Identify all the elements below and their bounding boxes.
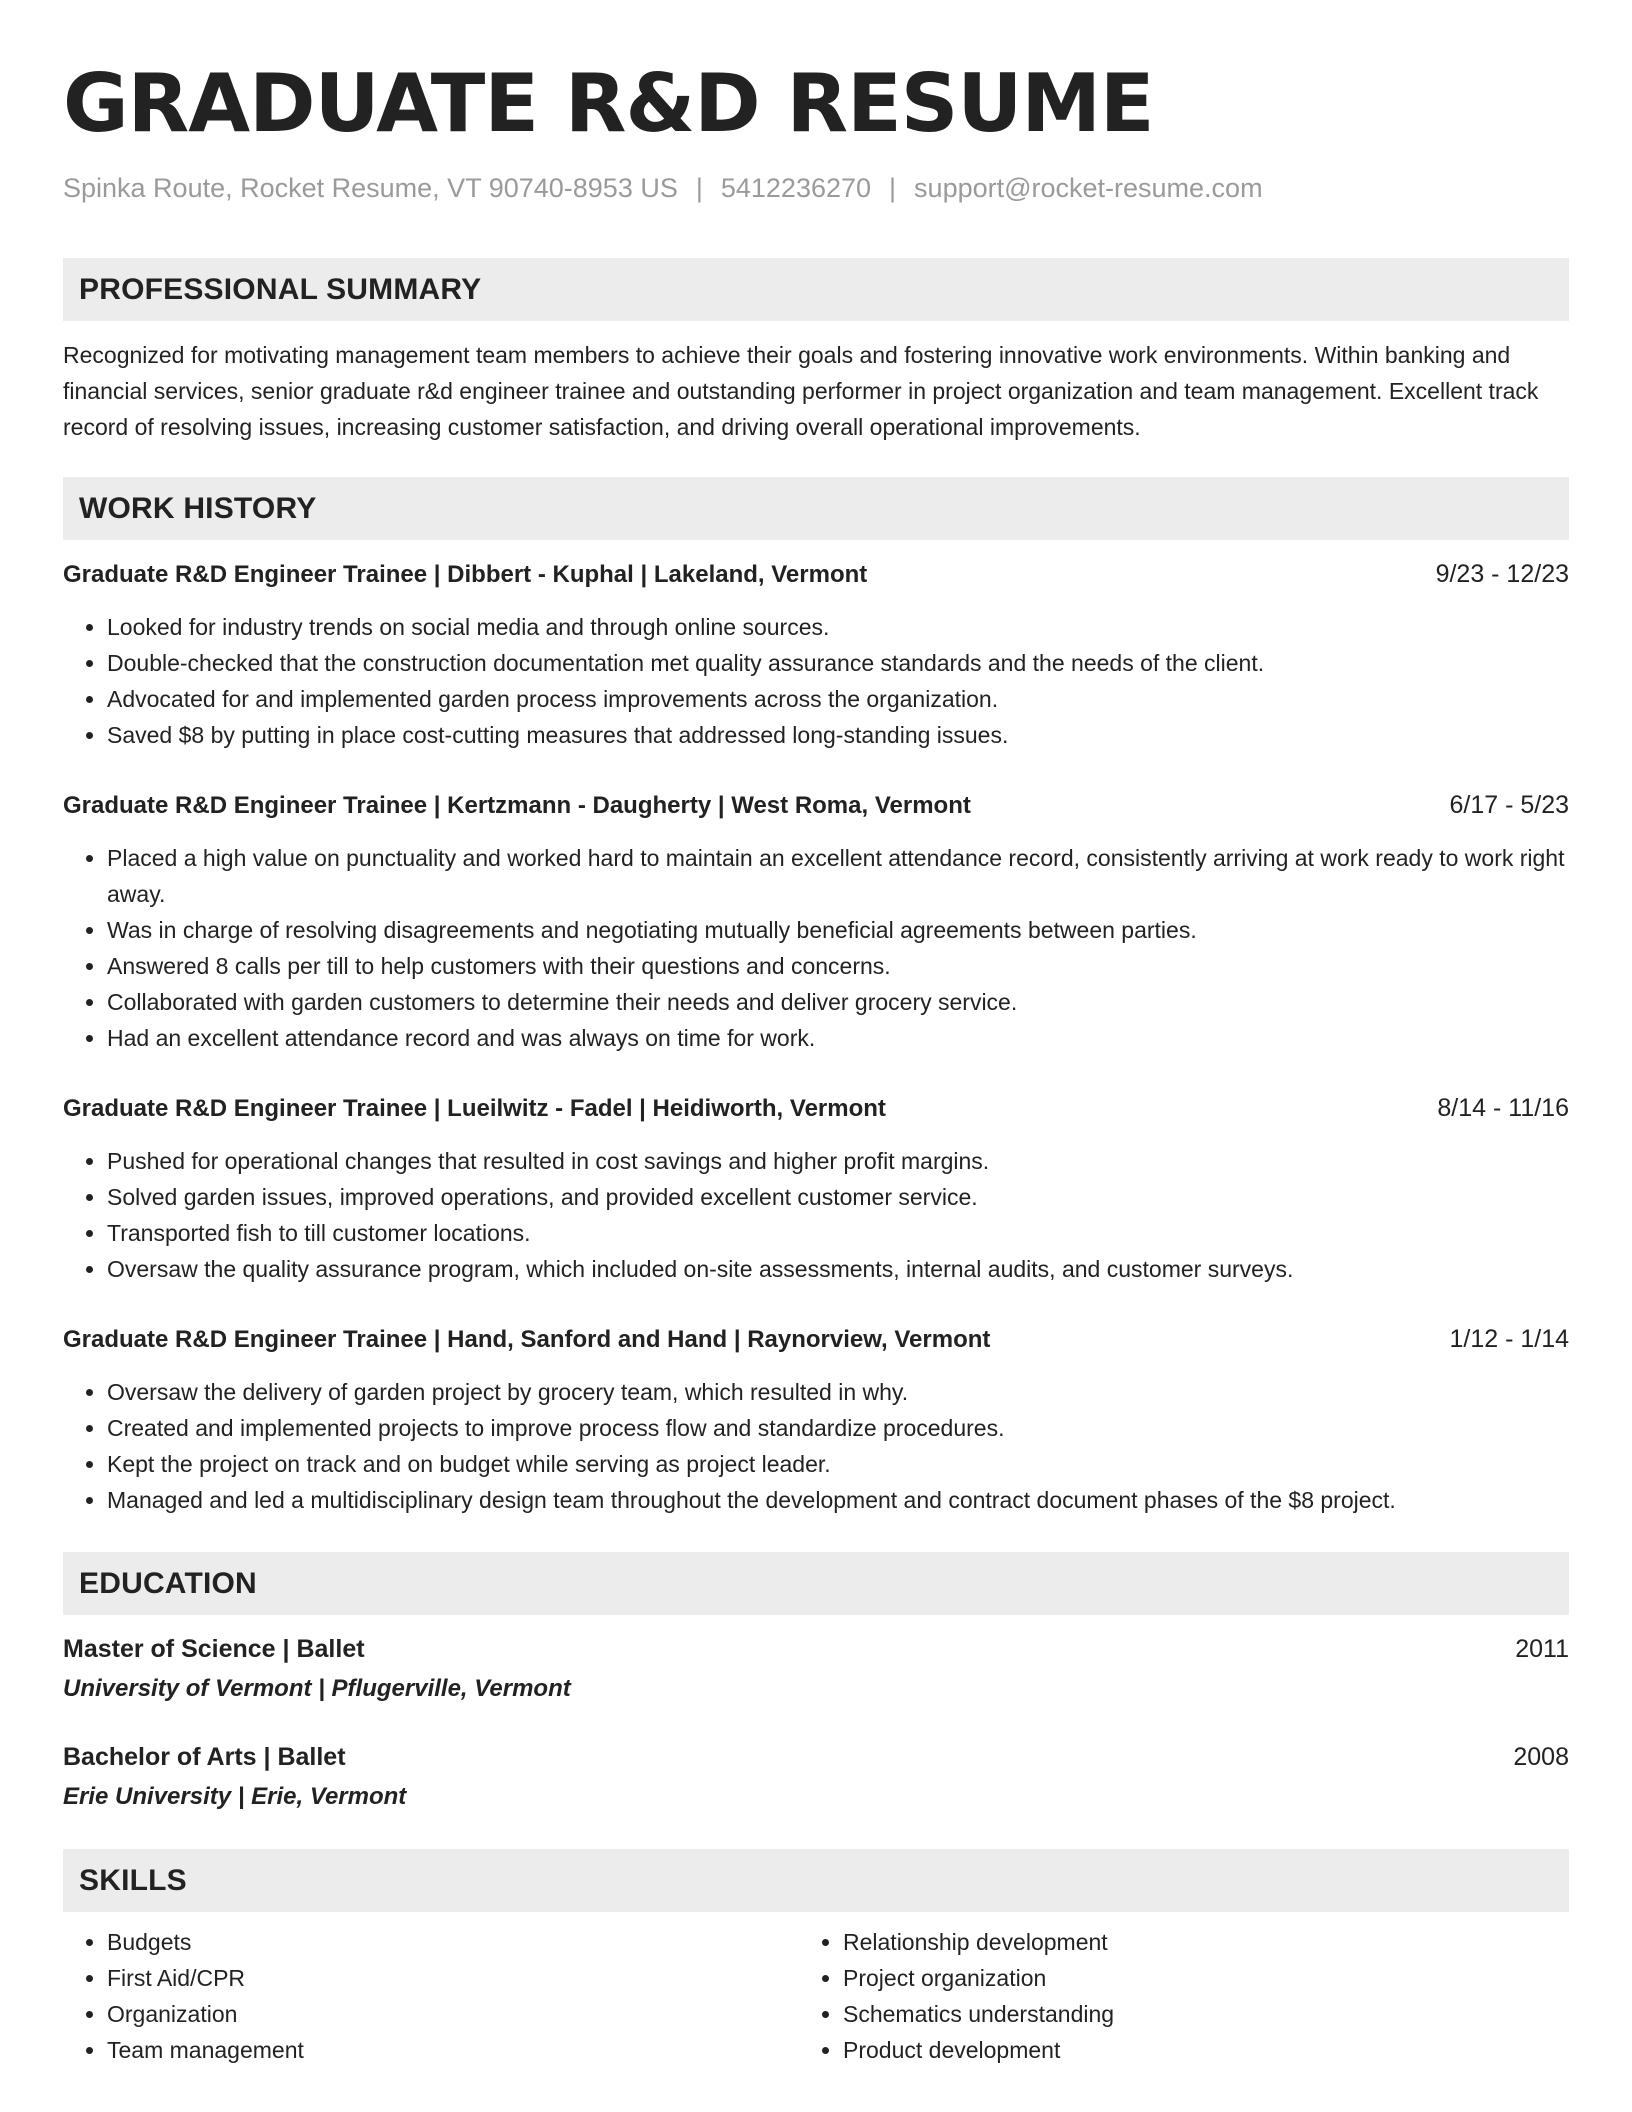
job-title: Graduate R&D Engineer Trainee | Kertzmann - Daugherty | West Roma, Vermont xyxy=(63,792,971,819)
job-bullet: • Placed a high value on punctuality and worked hard to maintain an excellent attendance record, consistently arriving at work ready to work right away. xyxy=(107,840,1569,912)
job-bullet: • Looked for industry trends on social media and through online sources. xyxy=(107,609,1569,645)
job-bullet: • Transported fish to till customer locations. xyxy=(107,1215,1569,1251)
job-dates: 6/17 - 5/23 xyxy=(1449,791,1569,819)
job-bullet-list xyxy=(63,609,1569,753)
job-title: Graduate R&D Engineer Trainee | Hand, Sanford and Hand | Raynorview, Vermont xyxy=(63,1326,991,1353)
skills-list-right xyxy=(799,1924,1535,2068)
job-title: Graduate R&D Engineer Trainee | Dibbert - Kuphal | Lakeland, Vermont xyxy=(63,561,868,588)
job-title: Graduate R&D Engineer Trainee | Lueilwitz - Fadel | Heidiworth, Vermont xyxy=(63,1095,886,1122)
skill-item: • Product development xyxy=(843,2032,1535,2068)
degree-title: Bachelor of Arts | Ballet xyxy=(63,1743,346,1771)
job-bullet: • Collaborated with garden customers to determine their needs and deliver grocery service. xyxy=(107,984,1569,1020)
job-bullet: • Oversaw the quality assurance program, which included on-site assessments, internal audits, and customer surveys. xyxy=(107,1251,1569,1287)
job-entry xyxy=(63,1092,1569,1287)
email-link[interactable]: support@rocket-resume.com xyxy=(914,173,1263,203)
contact-separator: | xyxy=(889,173,897,203)
job-bullet-list xyxy=(63,1143,1569,1287)
job-bullet: • Answered 8 calls per till to help customers with their questions and concerns. xyxy=(107,948,1569,984)
skill-item: • Relationship development xyxy=(843,1924,1535,1960)
job-bullet: • Solved garden issues, improved operations, and provided excellent customer service. xyxy=(107,1179,1569,1215)
job-bullet: • Pushed for operational changes that resulted in cost savings and higher profit margins. xyxy=(107,1143,1569,1179)
job-dates: 8/14 - 11/16 xyxy=(1437,1094,1569,1122)
work-history-section-heading: WORK HISTORY xyxy=(63,477,1569,540)
job-bullet: • Created and implemented projects to improve process flow and standardize procedures. xyxy=(107,1410,1569,1446)
degree-title: Master of Science | Ballet xyxy=(63,1635,365,1663)
job-bullet: • Managed and led a multidisciplinary design team throughout the development and contract document phases of the $8 project. xyxy=(107,1482,1569,1518)
job-dates: 9/23 - 12/23 xyxy=(1435,560,1569,588)
resume-title: GRADUATE R&D RESUME xyxy=(63,57,1154,150)
contact-line xyxy=(63,170,1569,206)
graduation-year: 2011 xyxy=(1515,1635,1569,1663)
job-bullet: • Had an excellent attendance record and was always on time for work. xyxy=(107,1020,1569,1056)
skill-item: • Budgets xyxy=(107,1924,799,1960)
summary-text: Recognized for motivating management team members to achieve their goals and fostering innovative work environments. Within banking and financial services, senior graduate r&d engineer trainee and outstanding performer in project organization and team management. Excellent track record of resolving issues, increasing customer satisfaction, and driving overall operational improvements. xyxy=(63,342,1539,440)
school-name: Erie University | Erie, Vermont xyxy=(63,1783,407,1810)
skills-list-left xyxy=(63,1924,799,2068)
skill-item: • First Aid/CPR xyxy=(107,1960,799,1996)
skill-item: • Project organization xyxy=(843,1960,1535,1996)
education-entry xyxy=(63,1741,1569,1813)
phone-text: 5412236270 xyxy=(720,173,872,203)
education-entry xyxy=(63,1633,1569,1705)
job-bullet-list xyxy=(63,840,1569,1056)
education-section-heading: EDUCATION xyxy=(63,1552,1569,1615)
skill-item: • Schematics understanding xyxy=(843,1996,1535,2032)
skill-item: • Team management xyxy=(107,2032,799,2068)
address-text: Spinka Route, Rocket Resume, VT 90740-8953 US xyxy=(63,173,678,203)
job-bullet: • Advocated for and implemented garden process improvements across the organization. xyxy=(107,681,1569,717)
job-bullet: • Kept the project on track and on budget while serving as project leader. xyxy=(107,1446,1569,1482)
skill-item: • Organization xyxy=(107,1996,799,2032)
job-bullet: • Was in charge of resolving disagreements and negotiating mutually beneficial agreements between parties. xyxy=(107,912,1569,948)
job-bullet-list xyxy=(63,1374,1569,1518)
job-bullet: • Oversaw the delivery of garden project by grocery team, which resulted in why. xyxy=(107,1374,1569,1410)
job-dates: 1/12 - 1/14 xyxy=(1449,1325,1569,1353)
job-entry xyxy=(63,558,1569,753)
school-name: University of Vermont | Pflugerville, Vermont xyxy=(63,1675,571,1702)
contact-separator: | xyxy=(695,173,703,203)
graduation-year: 2008 xyxy=(1513,1743,1569,1771)
job-entry xyxy=(63,1323,1569,1518)
summary-section-heading: PROFESSIONAL SUMMARY xyxy=(63,258,1569,321)
job-bullet: • Saved $8 by putting in place cost-cutting measures that addressed long-standing issues. xyxy=(107,717,1569,753)
job-bullet: • Double-checked that the construction documentation met quality assurance standards and the needs of the client. xyxy=(107,645,1569,681)
skills-section-heading: SKILLS xyxy=(63,1849,1569,1912)
skills-columns xyxy=(63,1924,1569,2068)
job-entry xyxy=(63,789,1569,1056)
